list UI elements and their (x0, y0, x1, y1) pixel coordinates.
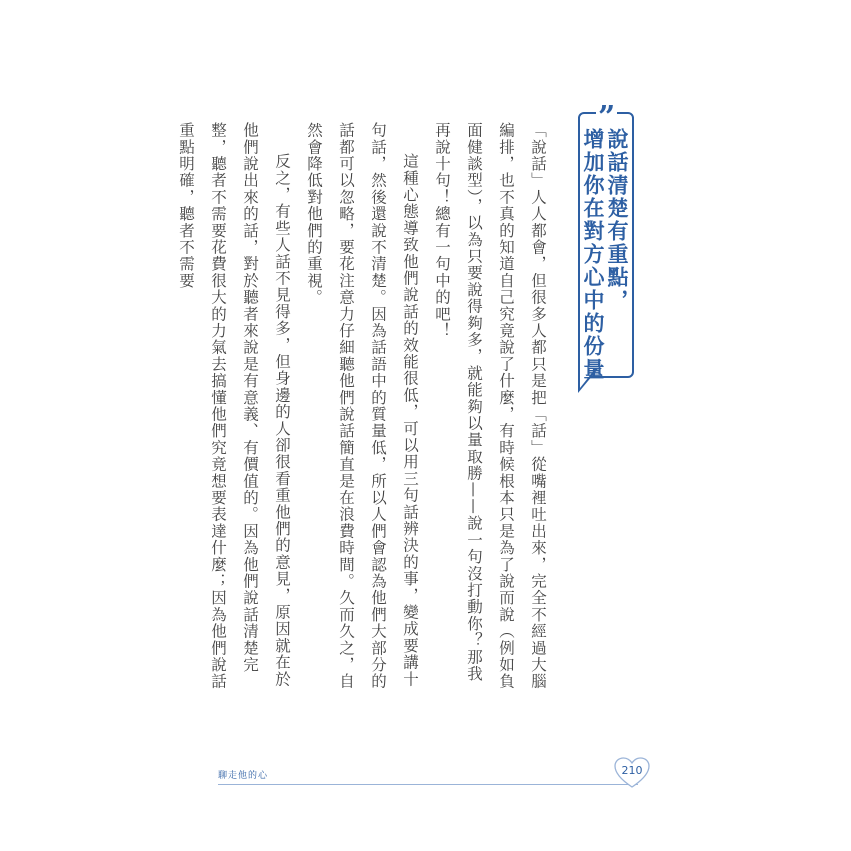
page-number: 210 (621, 764, 643, 777)
paragraph-1: 「說話」人人都會，但很多人都只是把「話」從嘴裡吐出來，完全不經過大腦編排，也不真的知道自己究竟說了什麼，有時候根本只是為了說而說（例如負面健談型），以為只要說得夠多，就能夠以量取勝——說一句沒打動你？那我再說十句！總有一句中的吧！ (433, 122, 547, 690)
paragraph-3: 反之，有些人話不見得多，但身邊的人卻很看重他們的意見，原因就在於他們說出來的話，對於聽者來說是有意義、有價值的。因為他們說話清楚完整，聽者不需要花費很大的力氣去搞懂他們究竟想要表達什麼；因為他們說話重點明確，聽者不需要 (177, 122, 291, 690)
running-footer-title: 聊走他的心 (218, 771, 269, 781)
chapter-title-line-2: 增加你在對方心中的份量 (581, 128, 605, 381)
footer-divider (218, 784, 638, 785)
chapter-title-line-1: 說話清楚有重點， (605, 128, 629, 312)
body-text (170, 122, 554, 694)
paragraph-2: 這種心態導致他們說話的效能很低，可以用三句話辨決的事，變成要講十句話，然後還說不清楚。因為話語中的質量低，所以人們會認為他們大部分的話都可以忽略，要花注意力仔細聽他們說話簡直是在浪費時間。久而久之，自然會降低對他們的重視。 (305, 122, 419, 690)
quote-mark-icon: ” (598, 100, 616, 135)
